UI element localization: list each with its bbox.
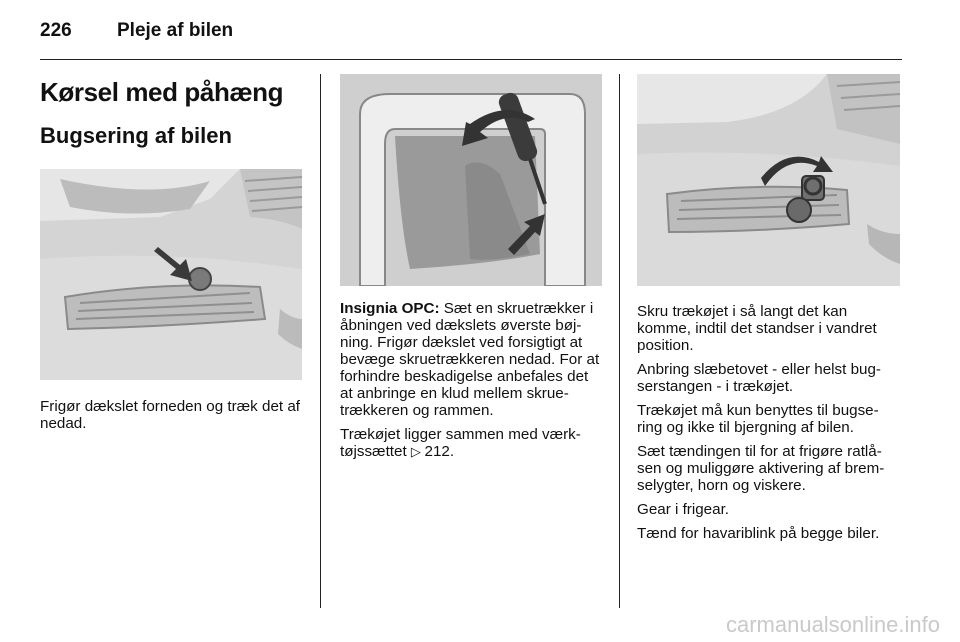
figure-bumper-cover (40, 169, 302, 380)
column-divider-1 (320, 74, 321, 608)
toolkit-page-ref: 212. (424, 443, 455, 460)
section-subtitle: Bugsering af bilen (40, 123, 232, 148)
watermark: carmanualsonline.info (725, 612, 940, 637)
tow-step-1: Skru trækøjet i så langt det kan komme, indtil det standser i vandret position. (637, 303, 877, 354)
tow-step-3: Trækøjet må kun benyttes til bugse- ring og ikke til bjergning af bilen. (637, 402, 879, 436)
figure-tow-eye (637, 74, 900, 286)
column-1 (40, 76, 302, 439)
toolkit-note-text: Trækøjet ligger sammen med værk- tøjssættet (340, 426, 581, 460)
figure-screwdriver (340, 74, 602, 286)
page-ref-icon: ▷ (410, 444, 425, 459)
column-3 (637, 74, 900, 549)
section-heading: Pleje af bilen (117, 20, 234, 41)
toolkit-note (340, 426, 602, 460)
header-rule (40, 59, 902, 60)
column-divider-2 (619, 74, 620, 608)
tow-step-2: Anbring slæbetovet - eller helst bug- serstangen - i trækøjet. (637, 361, 881, 395)
instruction-opc-text: Sæt en skruetrækker i åbningen ved dækslets øverste bøj- ning. Frigør dækslet ved forsigtigt at bevæge skruetrækkeren nedad. For at forhindre beskadigelse anbefales det at anbringe en klud mellem skrue- trækkeren og rammen. (340, 300, 600, 419)
page-title: Kørsel med påhæng (40, 77, 284, 107)
instruction-opc (340, 300, 602, 419)
tow-step-4: Sæt tændingen til for at frigøre ratlå- sen og muliggøre aktivering af brem- selygter, horn og viskere. (637, 443, 885, 494)
tow-step-5: Gear i frigear. (637, 501, 730, 518)
model-label: Insignia OPC: (340, 300, 440, 317)
caption-text: Frigør dækslet forneden og træk det af nedad. (40, 398, 300, 432)
tow-instructions (637, 303, 900, 542)
column-2 (340, 74, 602, 467)
page-number: 226 (40, 20, 72, 41)
tow-step-6: Tænd for havariblink på begge biler. (637, 525, 880, 542)
